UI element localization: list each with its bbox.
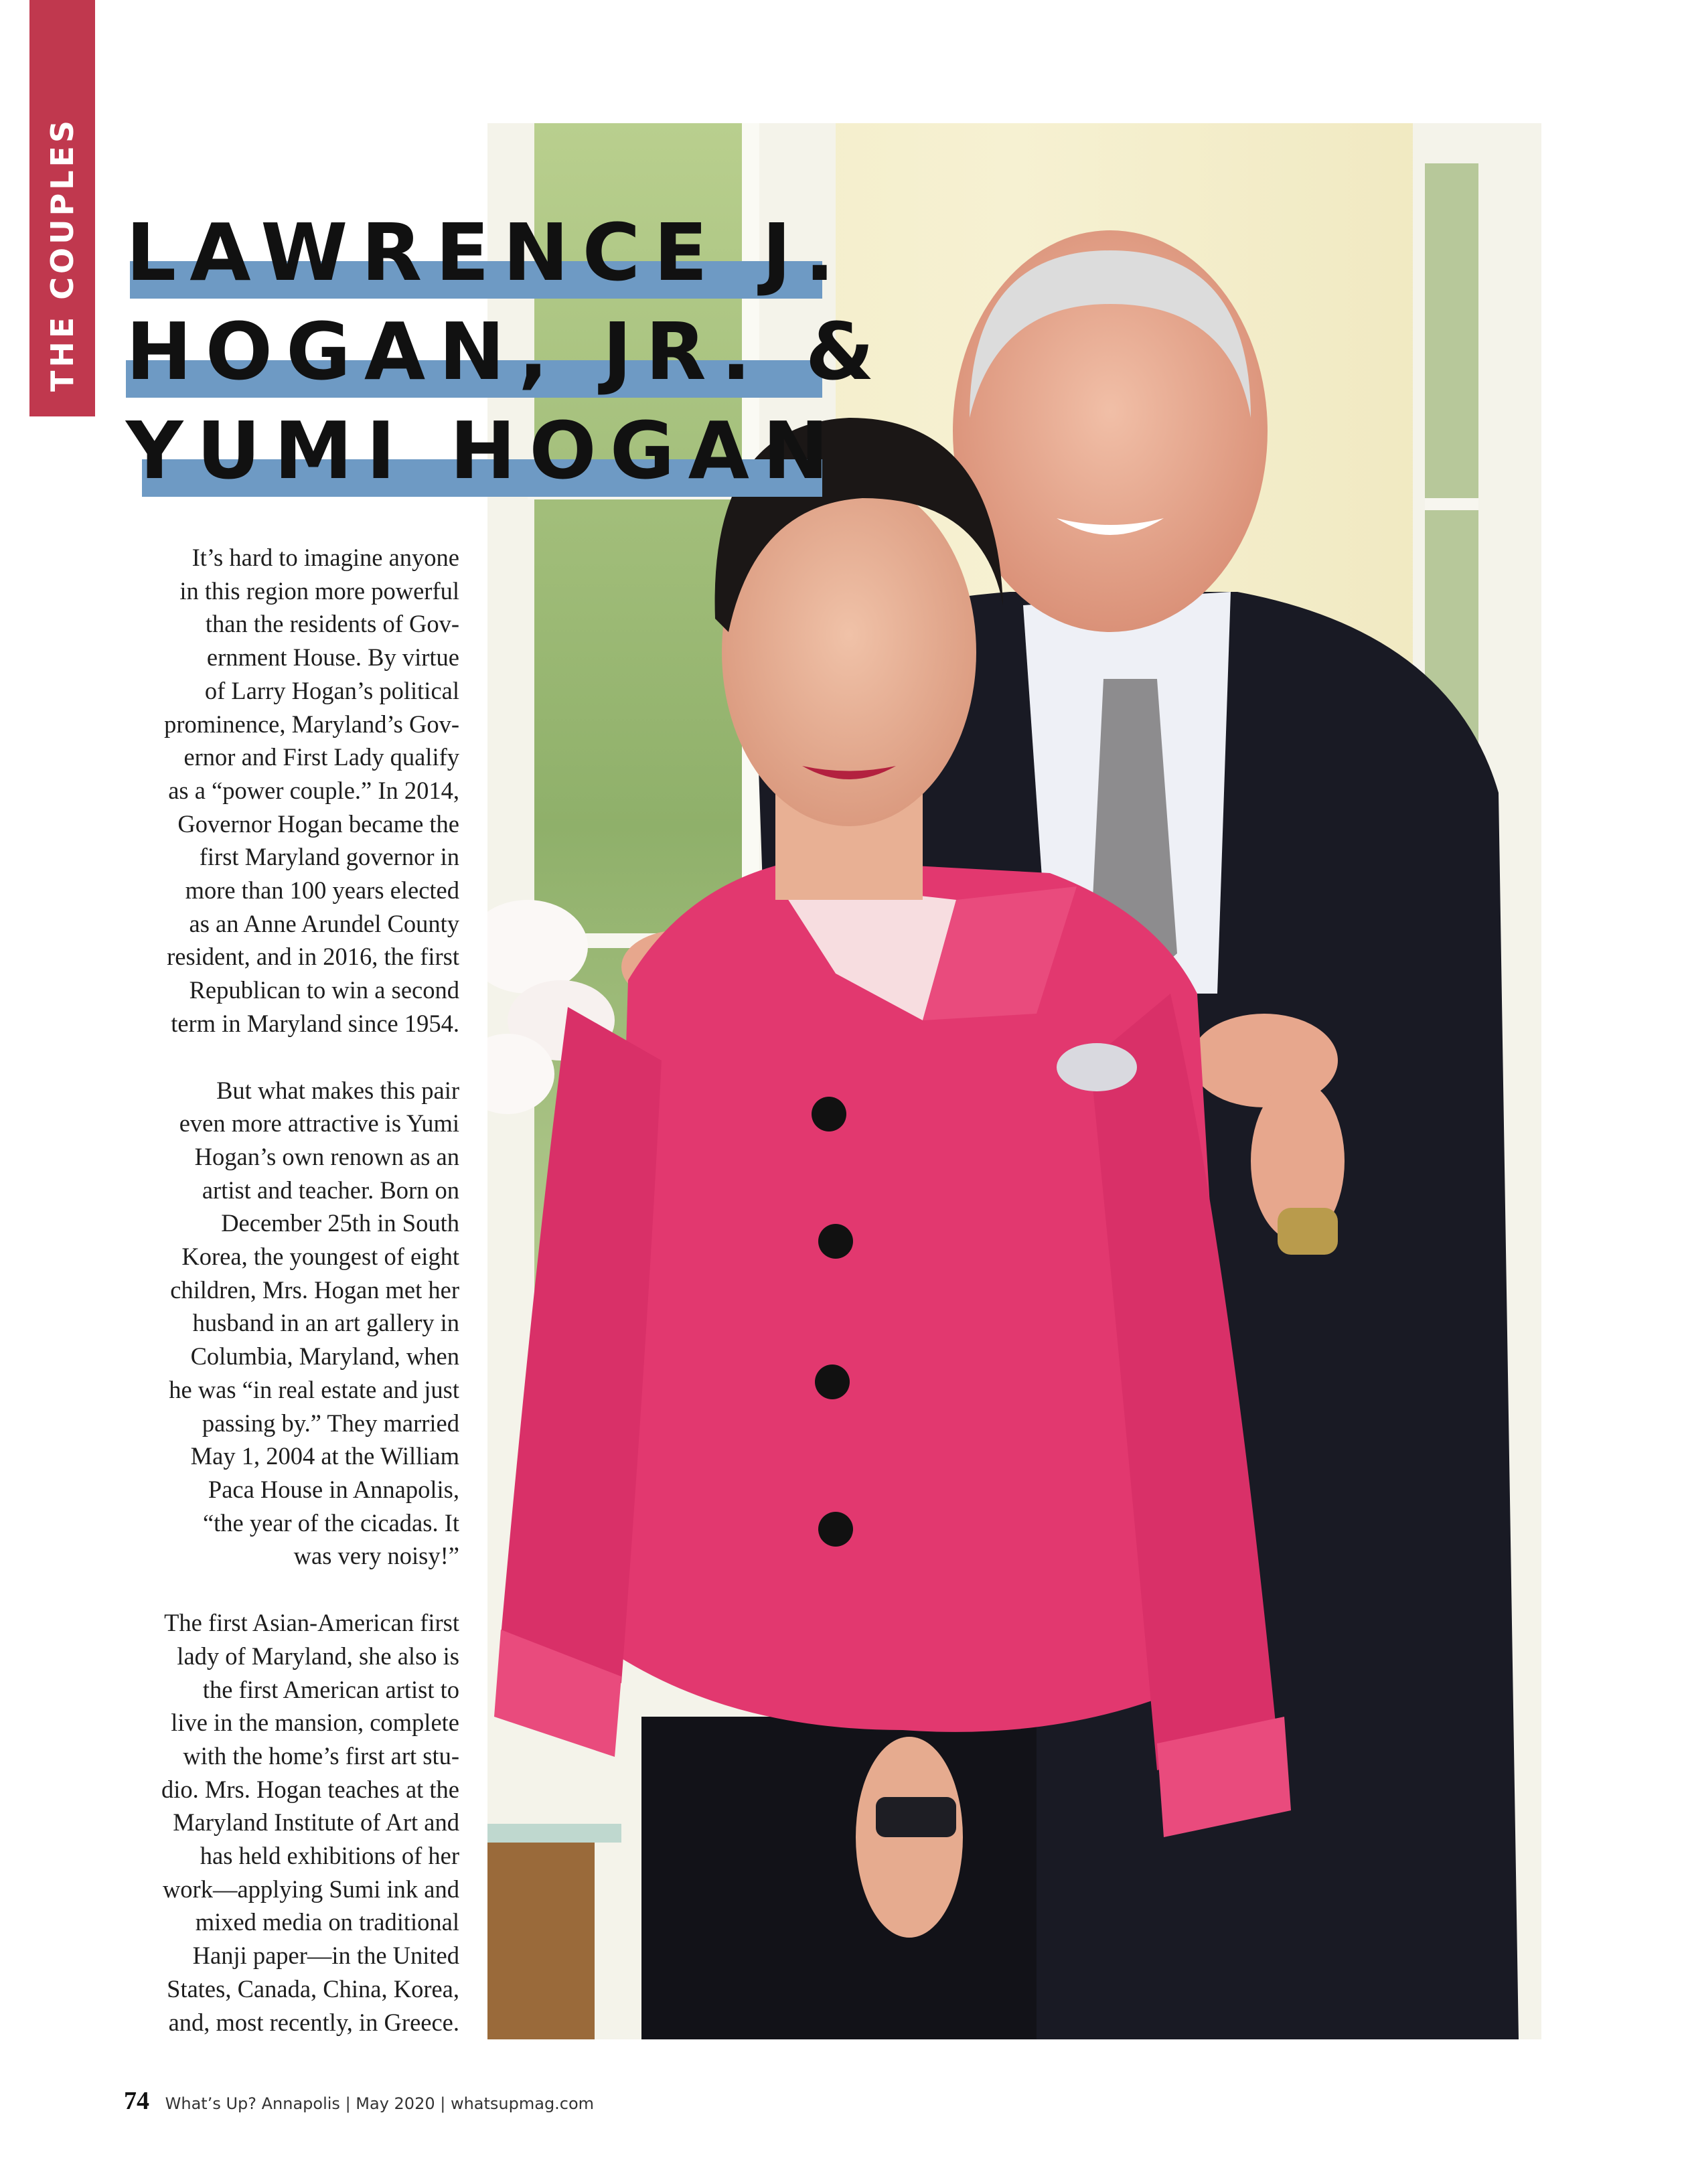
body-line: he was “in real estate and just <box>169 1375 459 1403</box>
body-line: Governor Hogan became the <box>177 809 459 838</box>
section-tab <box>29 0 95 416</box>
publication-info: What’s Up? Annapolis | May 2020 | whatsupmag.com <box>165 2094 595 2113</box>
body-line: live in the mansion, complete <box>171 1709 459 1737</box>
body-line: first Maryland governor in <box>199 843 459 871</box>
body-line: But what makes this pair <box>216 1076 459 1104</box>
body-line: Columbia, Maryland, when <box>190 1342 459 1371</box>
body-line: passing by.” They married <box>202 1409 459 1437</box>
body-line: Hanji paper—in the United <box>192 1942 459 1970</box>
body-line: resident, and in 2016, the first <box>167 943 459 971</box>
body-line: artist and teacher. Born on <box>202 1176 459 1204</box>
title-line <box>126 305 888 411</box>
body-line: has held exhibitions of her <box>200 1842 459 1870</box>
page-number: 74 <box>124 2087 149 2115</box>
body-line: and, most recently, in Greece. <box>168 2008 459 2036</box>
body-line: ernment House. By virtue <box>206 643 459 672</box>
body-line: children, Mrs. Hogan met her <box>170 1275 459 1304</box>
body-line: as a “power couple.” In 2014, <box>168 776 459 804</box>
title-line-text: LAWRENCE J. <box>126 206 848 299</box>
body-line: Maryland Institute of Art and <box>173 1808 459 1837</box>
body-line: the first American artist to <box>202 1675 459 1703</box>
body-line: May 1, 2004 at the William <box>190 1442 459 1470</box>
body-line: in this region more powerful <box>179 576 459 605</box>
body-line: Paca House in Annapolis, <box>208 1475 459 1503</box>
body-line: prominence, Maryland’s Gov- <box>164 710 459 738</box>
body-line: Republican to win a second <box>189 976 459 1004</box>
body-line: as an Anne Arundel County <box>189 909 459 937</box>
body-line: It’s hard to imagine anyone <box>192 544 459 571</box>
body-paragraph <box>100 541 459 1040</box>
body-line: with the home’s first art stu- <box>183 1741 459 1770</box>
body-line: Korea, the youngest of eight <box>181 1243 459 1271</box>
body-line: term in Maryland since 1954. <box>171 1009 459 1037</box>
body-line: than the residents of Gov- <box>205 610 459 638</box>
body-line: December 25th in South <box>221 1209 459 1237</box>
title-line <box>126 206 848 312</box>
body-line: The first Asian-American first <box>164 1609 459 1637</box>
body-paragraph <box>100 1606 459 2039</box>
body-line: States, Canada, China, Korea, <box>167 1974 459 2003</box>
title-line <box>126 404 842 510</box>
page-footer <box>124 2086 594 2116</box>
body-paragraph <box>100 1074 459 1573</box>
article-title <box>126 206 888 510</box>
body-line: ernor and First Lady qualify <box>183 743 459 771</box>
body-line: “the year of the cicadas. It <box>202 1508 459 1537</box>
body-line: lady of Maryland, she also is <box>177 1642 459 1670</box>
body-line: was very noisy!” <box>293 1542 459 1570</box>
body-line: even more attractive is Yumi <box>179 1109 459 1138</box>
body-line: husband in an art gallery in <box>192 1309 459 1337</box>
body-line: of Larry Hogan’s political <box>204 676 459 704</box>
article-body <box>100 541 459 2072</box>
title-line-text: YUMI HOGAN <box>126 404 842 497</box>
body-line: mixed media on traditional <box>195 1908 459 1936</box>
body-line: dio. Mrs. Hogan teaches at the <box>161 1775 459 1803</box>
title-line-text: HOGAN, JR. & <box>126 305 888 398</box>
body-line: work—applying Sumi ink and <box>162 1875 459 1903</box>
body-line: Hogan’s own renown as an <box>194 1142 459 1170</box>
body-line: more than 100 years elected <box>185 876 459 905</box>
section-tab-label: THE COUPLES <box>44 116 80 392</box>
